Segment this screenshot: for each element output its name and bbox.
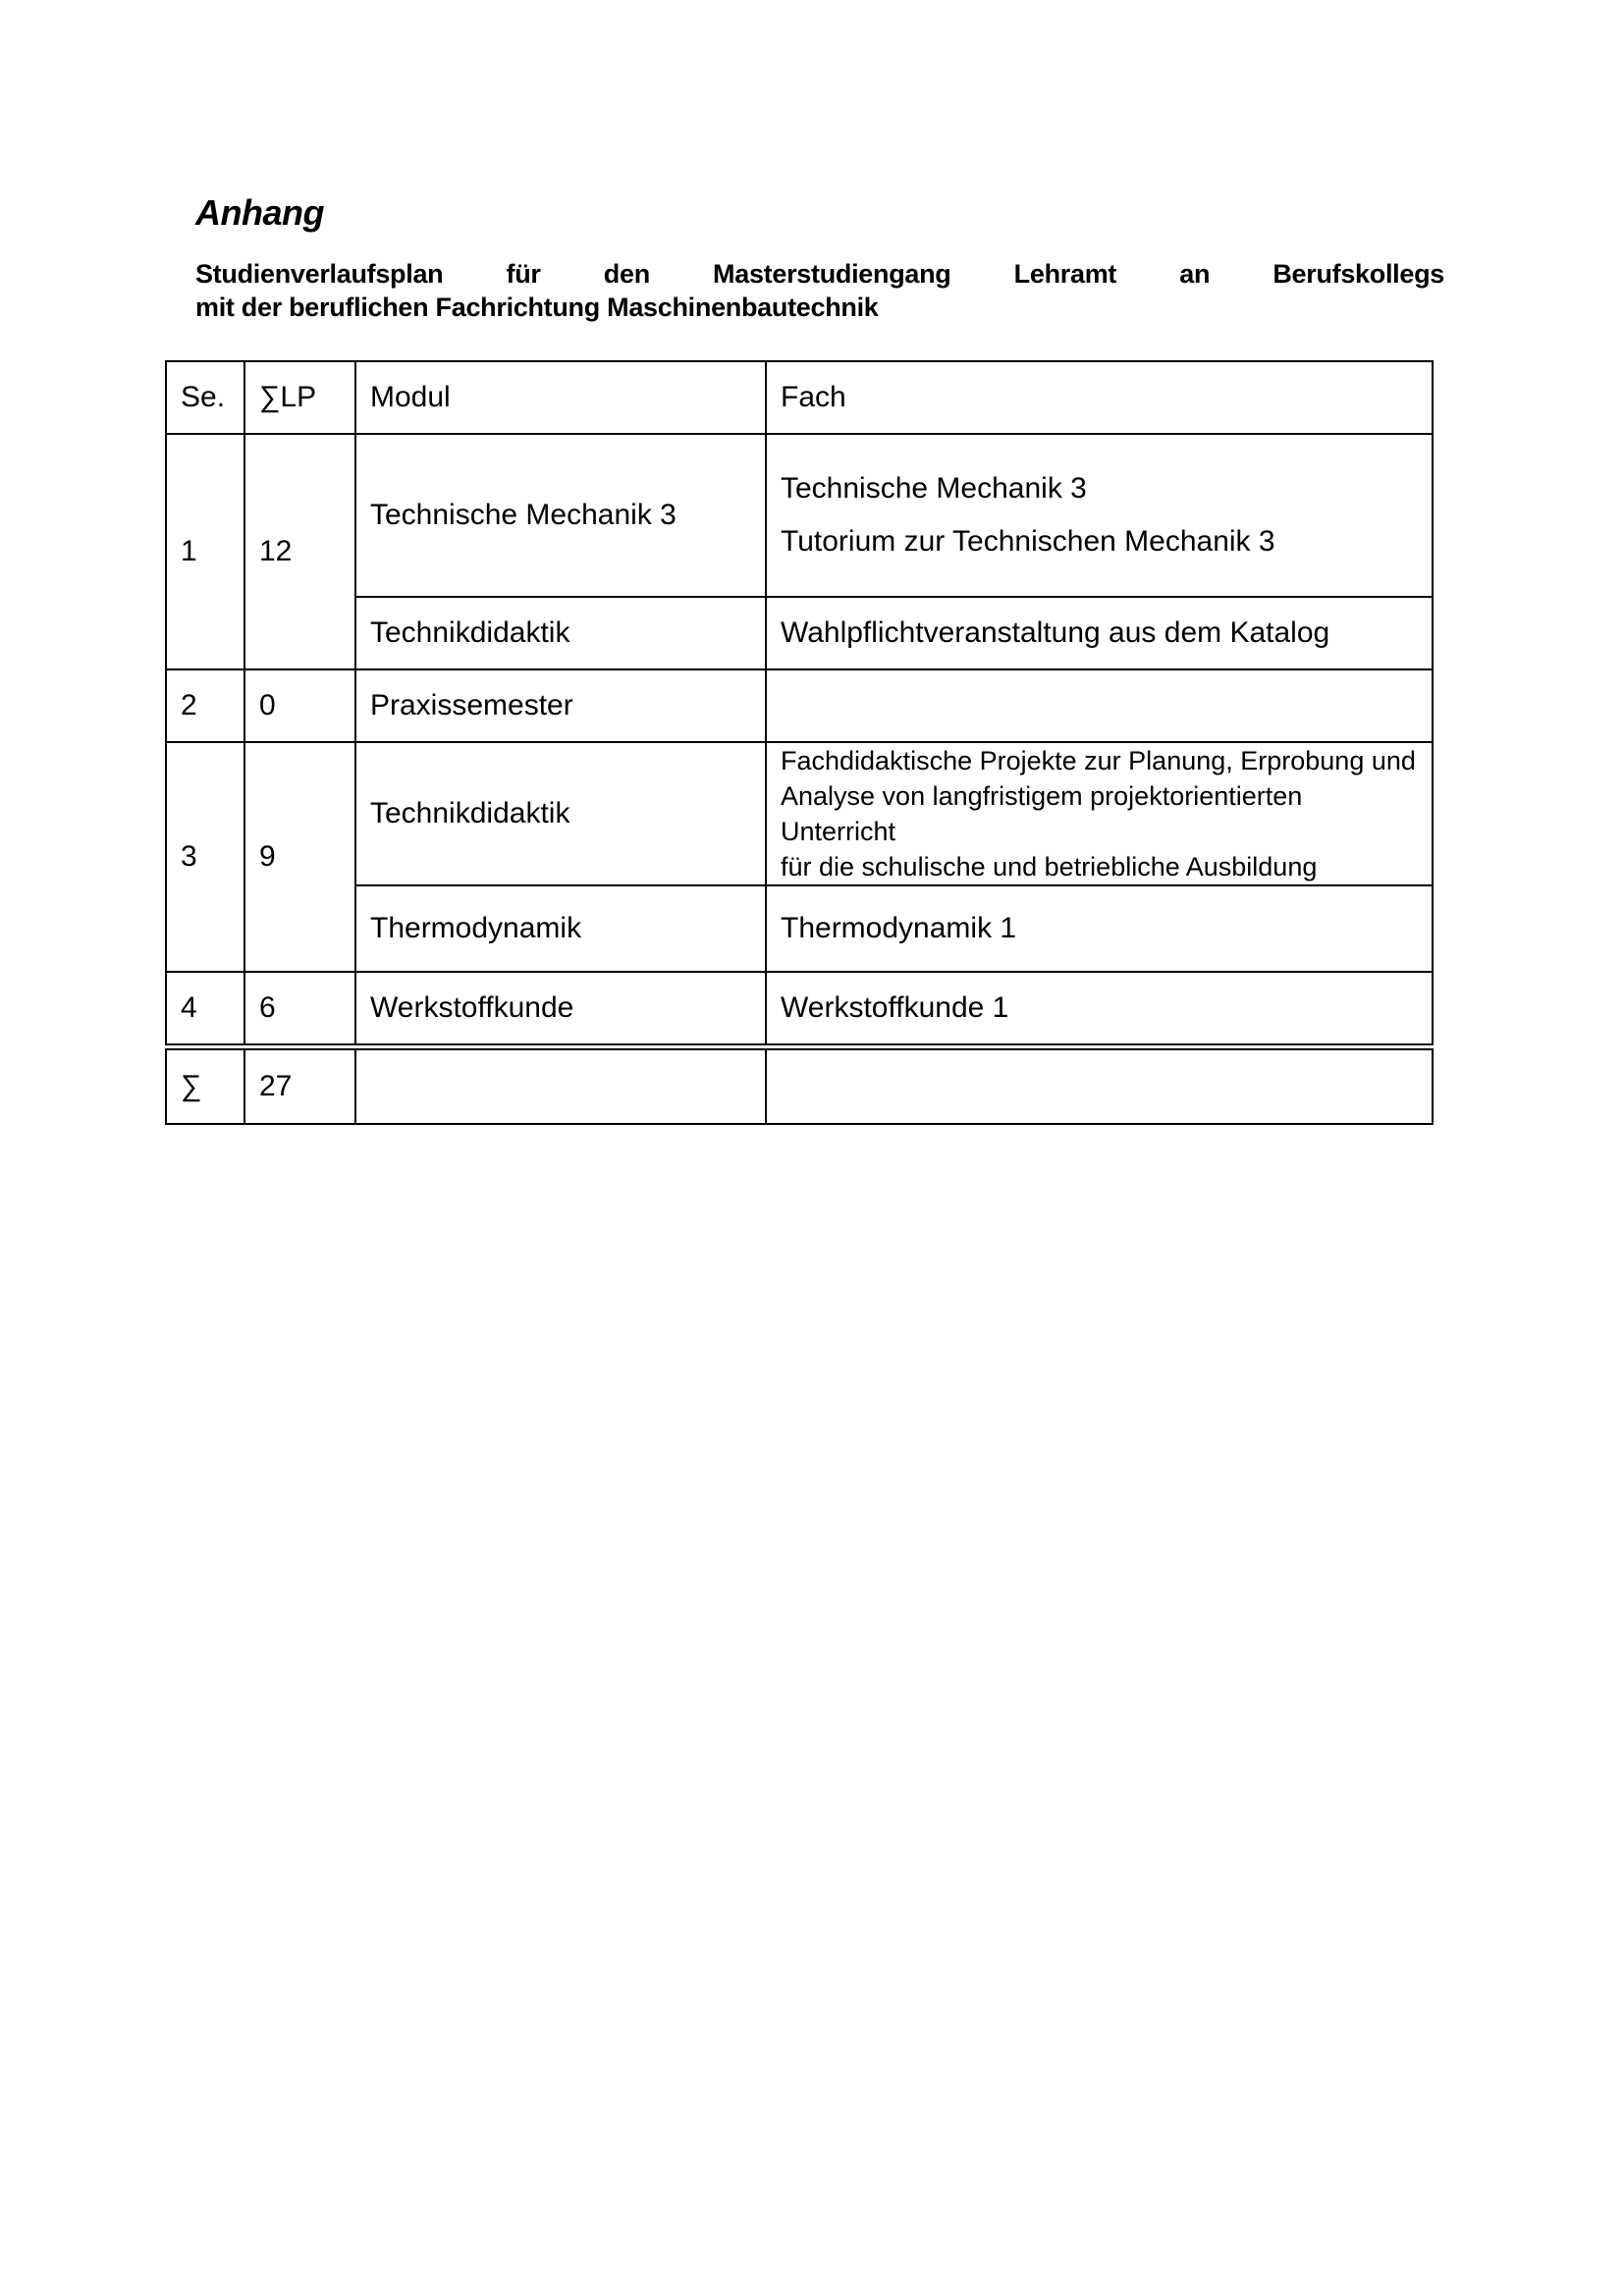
table-row [166, 885, 1433, 972]
fach-line: Fachdidaktische Projekte zur Planung, Erprobung und [781, 746, 1416, 775]
table-row [166, 434, 1433, 597]
fach-line: Analyse von langfristigem projektorientierten Unterricht [781, 781, 1303, 846]
modul-cell: Technische Mechanik 3 [355, 434, 766, 597]
fach-cell: Werkstoffkunde 1 [766, 972, 1433, 1047]
modul-cell: Technikdidaktik [355, 597, 766, 669]
lp-cell: 0 [244, 669, 355, 742]
header-fach: Fach [766, 361, 1433, 434]
modul-cell: Technikdidaktik [355, 742, 766, 885]
fach-cell [766, 434, 1433, 597]
header-semester: Se. [166, 361, 244, 434]
table-row [166, 972, 1433, 1047]
table-header-row [166, 361, 1433, 434]
table-row [166, 597, 1433, 669]
study-plan-table [165, 360, 1434, 1125]
fach-cell: Thermodynamik 1 [766, 885, 1433, 972]
lp-cell: 6 [244, 972, 355, 1047]
modul-cell: Thermodynamik [355, 885, 766, 972]
lp-cell: 9 [244, 742, 355, 972]
table-row [166, 669, 1433, 742]
modul-cell: Werkstoffkunde [355, 972, 766, 1047]
lp-cell: 12 [244, 434, 355, 669]
fach-cell: Wahlpflichtveranstaltung aus dem Katalog [766, 597, 1433, 669]
header-modul: Modul [355, 361, 766, 434]
semester-cell: 2 [166, 669, 244, 742]
fach-cell [766, 742, 1433, 885]
semester-cell: 1 [166, 434, 244, 669]
subtitle-line-1: Studienverlaufsplan für den Masterstudiengang Lehramt an Berufskollegs [195, 259, 1444, 289]
fach-line: Tutorium zur Technischen Mechanik 3 [781, 525, 1275, 558]
page-heading: Anhang [195, 192, 324, 233]
semester-cell: 3 [166, 742, 244, 972]
header-lp: ∑LP [244, 361, 355, 434]
fach-line: Technische Mechanik 3 [781, 472, 1087, 505]
modul-cell: Praxissemester [355, 669, 766, 742]
fach-cell [766, 669, 1433, 742]
total-modul [355, 1047, 766, 1125]
semester-cell: 4 [166, 972, 244, 1047]
fach-line: für die schulische und betriebliche Ausbildung [781, 852, 1318, 881]
total-fach [766, 1047, 1433, 1125]
subtitle-line-2: mit der beruflichen Fachrichtung Maschinenbautechnik [195, 293, 879, 322]
total-symbol: ∑ [166, 1047, 244, 1125]
document-subtitle [195, 257, 1444, 324]
total-lp: 27 [244, 1047, 355, 1125]
table-row [166, 742, 1433, 885]
total-row [166, 1047, 1433, 1125]
